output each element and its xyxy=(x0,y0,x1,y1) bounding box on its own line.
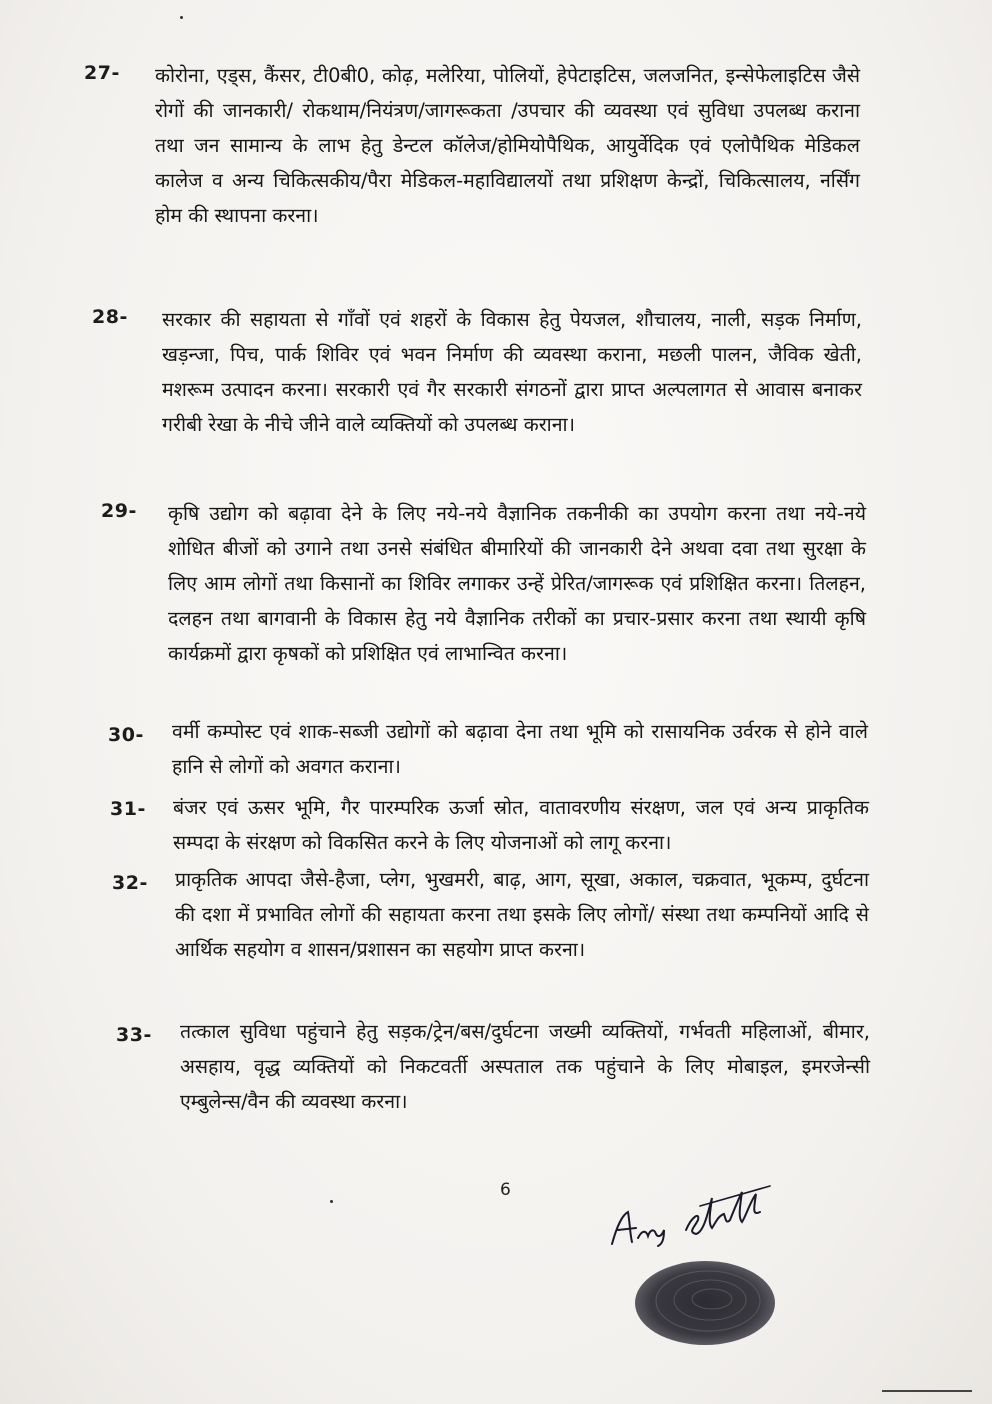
clause-number: 30- xyxy=(108,724,144,746)
clause-text: प्राकृतिक आपदा जैसे-हैजा, प्लेग, भुखमरी, बाढ़, आग, सूखा, अकाल, चक्रवात, भूकम्प, दुर्घटना की दशा में प्रभावित लोगों की सहायता करना तथा इसके लिए लोगों/ संस्था तथा कम्पनियों आदि से आर्थिक सहयोग व शासन/प्रशासन का सहयोग प्राप्त करना। xyxy=(175,868,869,961)
clause-text: बंजर एवं ऊसर भूमि, गैर पारम्परिक ऊर्जा स्रोत, वातावरणीय संरक्षण, जल एवं अन्य प्राकृतिक सम्पदा के संरक्षण को विकसित करने के लिए योजनाओं को लागू करना। xyxy=(173,796,869,854)
clause-text: कृषि उद्योग को बढ़ावा देने के लिए नये-नये वैज्ञानिक तकनीकी का उपयोग करना तथा नये-नये शोधित बीजों को उगाने तथा उनसे संबंधित बीमारियों की जानकारी देने अथवा दवा तथा सुरक्षा के लिए आम लोगों तथा किसानों का शिविर लगाकर उन्हें प्रेरित/जागरूक एवं प्रशिक्षित करना। तिलहन, दलहन तथा बागवानी के विकास हेतु नये वैज्ञानिक तरीकों का प्रचार-प्रसार करना तथा स्थायी कृषि कार्यक्रमों द्वारा कृषकों को प्रशिक्षित एवं लाभान्वित करना। xyxy=(168,502,866,665)
signature-image xyxy=(600,1172,800,1262)
clause-text: तत्काल सुविधा पहुंचाने हेतु सड़क/ट्रेन/बस/दुर्घटना जख्मी व्यक्तियों, गर्भवती महिलाओं, बीमार, असहाय, वृद्ध व्यक्तियों को निकटवर्ती अस्पताल तक पहुंचाने के लिए मोबाइल, इमरजेन्सी एम्बुलेन्स/वैन की व्यवस्था करना। xyxy=(180,1020,870,1113)
clause-number: 28- xyxy=(92,306,128,328)
clause-number: 33- xyxy=(116,1024,152,1046)
scan-speck xyxy=(180,16,183,19)
clause-number: 27- xyxy=(84,62,120,84)
scan-speck xyxy=(330,1200,333,1203)
page-edge-mark xyxy=(882,1390,972,1392)
clause-text: सरकार की सहायता से गाँवों एवं शहरों के विकास हेतु पेयजल, शौचालय, नाली, सड़क निर्माण, खड़न्जा, पिच, पार्क शिविर एवं भवन निर्माण की व्यवस्था कराना, मछली पालन, जैविक खेती, मशरूम उत्पादन करना। सरकारी एवं गैर सरकारी संगठनों द्वारा प्राप्त अल्पलागत से आवास बनाकर गरीबी रेखा के नीचे जीने वाले व्यक्तियों को उपलब्ध कराना। xyxy=(162,308,862,436)
clause-number: 31- xyxy=(110,798,146,820)
page-number: 6 xyxy=(500,1180,511,1200)
clause-text: वर्मी कम्पोस्ट एवं शाक-सब्जी उद्योगों को बढ़ावा देना तथा भूमि को रासायनिक उर्वरक से होने वाले हानि से लोगों को अवगत कराना। xyxy=(172,720,868,778)
thumbprint-image xyxy=(630,1255,780,1350)
clause-text: कोरोना, एड्स, कैंसर, टी0बी0, कोढ़, मलेरिया, पोलियों, हेपेटाइटिस, जलजनित, इन्सेफेलाइटिस जैसे रोगों की जानकारी/ रोकथाम/नियंत्रण/जागरूकता /उपचार की व्यवस्था एवं सुविधा उपलब्ध कराना तथा जन सामान्य के लाभ हेतु डेन्टल कॉलेज/होमियोपैथिक, आयुर्वेदिक एवं एलोपैथिक मेडिकल कालेज व अन्य चिकित्सकीय/पैरा मेडिकल-महाविद्यालयों तथा प्रशिक्षण केन्द्रों, चिकित्सालय, नर्सिंग होम की स्थापना करना। xyxy=(155,64,860,227)
clause-number: 29- xyxy=(101,500,137,522)
clause-number: 32- xyxy=(112,872,148,894)
